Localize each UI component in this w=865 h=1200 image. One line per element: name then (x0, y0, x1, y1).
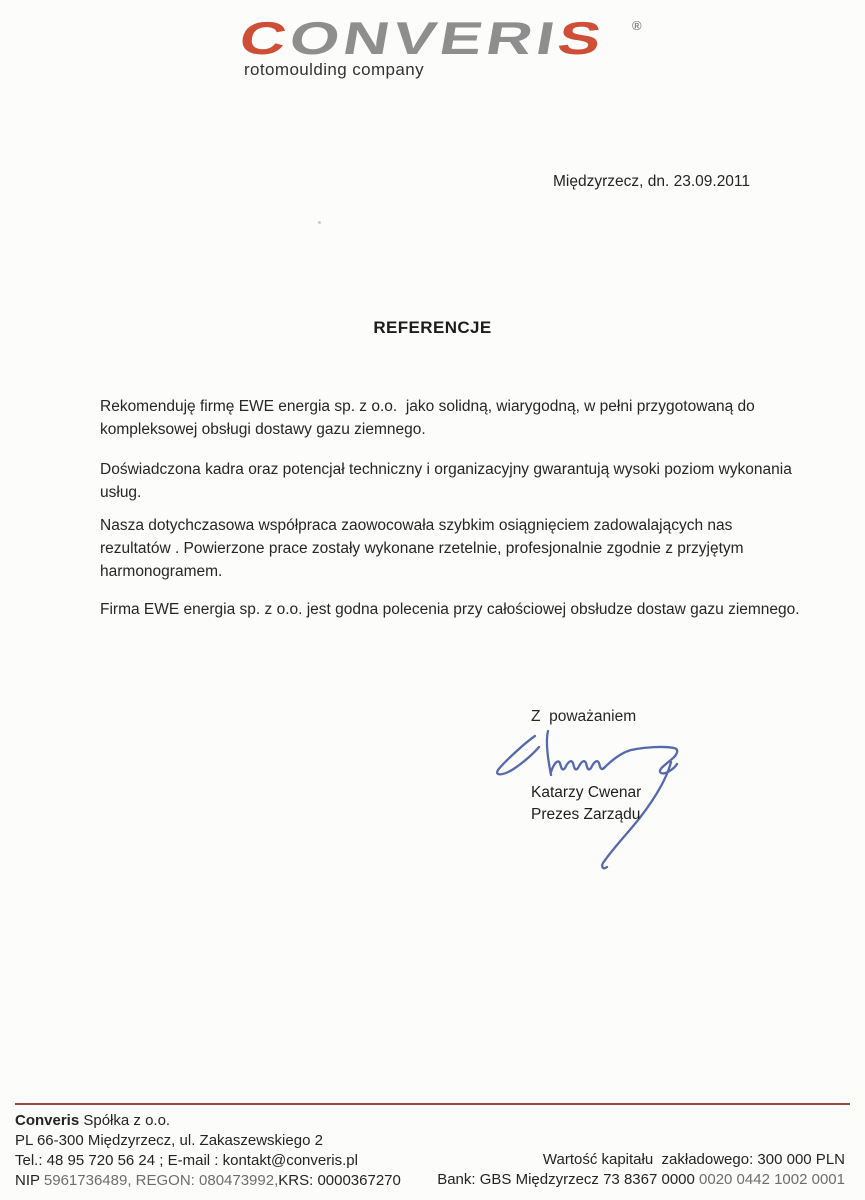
paragraph-3-line-1: Nasza dotychczasowa współpraca zaowocowała szybkim osiągnięciem zadowalających nas (100, 517, 733, 534)
registered-trademark-icon: ® (632, 18, 642, 33)
footer-contact: Tel.: 48 95 720 56 24 ; E-mail : kontakt@converis.pl (15, 1152, 358, 1169)
footer-company-suffix: Spółka z o.o. (79, 1112, 171, 1129)
footer-company-line (15, 1111, 401, 1131)
paragraph-2-line-1: Doświadczona kadra oraz potencjał techniczny i organizacyjny gwarantują wysoki poziom wykonania (100, 461, 792, 478)
signer-name: Katarzy Cwenar (531, 784, 642, 801)
footer-krs-number: KRS: 0000367270 (278, 1172, 401, 1189)
logo-tagline: rotomoulding company (244, 60, 424, 79)
company-logo (236, 14, 656, 84)
footer-registration (15, 1171, 401, 1191)
footer-bank-gray-digits: 0020 0442 1002 0001 (699, 1171, 845, 1188)
paragraph-4 (100, 598, 800, 621)
scan-artifact-dot (318, 221, 321, 224)
paragraph-2-line-2: usług. (100, 484, 142, 501)
paragraph-1-line-1: Rekomenduję firmę EWE energia sp. z o.o. jako solidną, wiarygodną, w pełni przygotowaną do (100, 398, 755, 415)
logo-letter-s: S (553, 12, 610, 64)
document-title: REFERENCJE (373, 318, 492, 337)
footer-nip-label: NIP (15, 1172, 44, 1189)
logo-letter-c: C (235, 12, 295, 64)
paragraph-3-line-2: rezultatów . Powierzone prace zostały wykonane rzetelnie, profesjonalnie zgodnie z przyjętym (100, 540, 744, 557)
footer-company-name: Converis (15, 1112, 80, 1129)
paragraph-3 (100, 514, 744, 583)
paragraph-3-line-3: harmonogramem. (100, 563, 223, 580)
date-line: Międzyrzecz, dn. 23.09.2011 (553, 173, 751, 190)
footer-bank-prefix: Bank: GBS Międzyrzecz 73 8367 0000 (437, 1171, 700, 1188)
paragraph-2 (100, 458, 792, 504)
paragraph-1-line-2: kompleksowej obsługi dostawy gazu ziemnego. (100, 421, 426, 438)
closing-salutation: Z poważaniem (531, 708, 637, 725)
paragraph-4-line-1: Firma EWE energia sp. z o.o. jest godna polecenia przy całościowej obsłudze dostaw gazu ziemnego. (100, 601, 800, 618)
signer-role: Prezes Zarządu (531, 806, 641, 823)
footer-company-info (15, 1111, 401, 1191)
footer-address: PL 66-300 Międzyrzecz, ul. Zakaszewskiego 2 (15, 1132, 323, 1149)
logo-wordmark (236, 14, 609, 62)
footer-capital: Wartość kapitału zakładowego: 300 000 PLN (542, 1151, 845, 1168)
footer-bank-account (437, 1170, 845, 1190)
footer-nip-regon-numbers: 5961736489, REGON: 080473992, (43, 1172, 279, 1189)
footer-financial-info (437, 1150, 845, 1190)
footer-divider-rule (15, 1103, 850, 1105)
paragraph-1 (100, 395, 755, 441)
logo-letters-mid: ONVERI (285, 12, 564, 64)
